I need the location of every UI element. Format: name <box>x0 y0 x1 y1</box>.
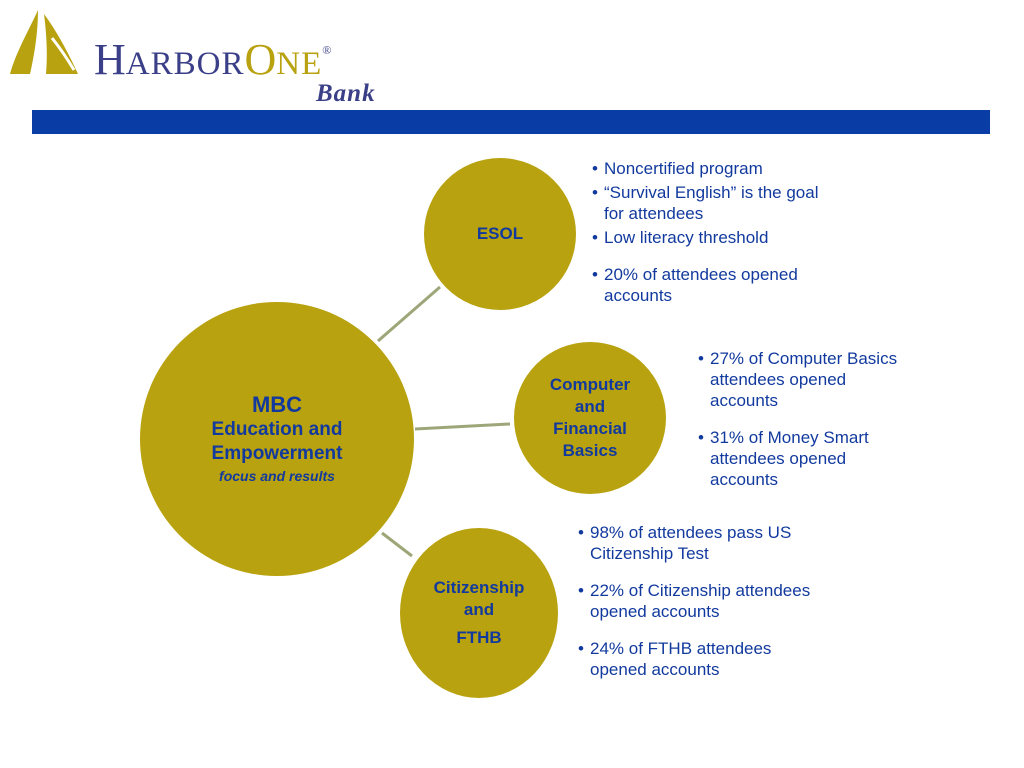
esol-label: ESOL <box>476 224 524 243</box>
logo-bank-text: Bank <box>316 80 376 107</box>
computer-label-1: Computer <box>549 375 631 394</box>
hub-line-1: Education and <box>211 419 343 440</box>
hub-line-2: Empowerment <box>211 443 343 464</box>
computer-label-2: and <box>574 397 606 416</box>
citizenship-label-3: FTHB <box>456 628 502 647</box>
computer-financial-circle <box>514 342 666 494</box>
logo-letters-ne: NE <box>276 46 323 82</box>
citizenship-bullet: • 24% of FTHB attendees opened accounts <box>578 638 818 680</box>
logo-letters-arbor: ARBOR <box>125 46 245 82</box>
esol-circle <box>424 158 576 310</box>
esol-bullet-list <box>592 158 832 306</box>
connector-esol <box>378 287 440 341</box>
hub-title: MBC <box>251 392 303 417</box>
computer-label-3: Financial <box>553 419 627 438</box>
citizenship-bullet: • 98% of attendees pass US Citizenship Test <box>578 522 818 564</box>
mbc-hub-circle <box>140 302 414 576</box>
hub-subtitle: focus and results <box>219 468 335 484</box>
connector-citizenship <box>382 533 412 556</box>
citizenship-fthb-circle <box>400 528 558 698</box>
computer-label-4: Basics <box>562 441 618 460</box>
esol-bullet: • Noncertified program <box>592 158 832 179</box>
computer-bullet: • 27% of Computer Basics attendees opened accounts <box>698 348 918 411</box>
computer-bullet-list <box>698 348 918 490</box>
esol-bullet: • 20% of attendees opened accounts <box>592 264 832 306</box>
registered-mark: ® <box>322 43 332 57</box>
citizenship-bullet: • 22% of Citizenship attendees opened accounts <box>578 580 818 622</box>
citizenship-label-2: and <box>463 600 495 619</box>
logo-letter-o: O <box>244 35 277 84</box>
citizenship-bullet-list <box>578 522 818 680</box>
esol-bullet: • Low literacy threshold <box>592 227 832 248</box>
esol-bullet: • “Survival English” is the goal for attendees <box>592 182 832 224</box>
citizenship-label-1: Citizenship <box>433 578 525 597</box>
logo-letter-h: H <box>94 35 126 84</box>
connector-computer <box>415 424 510 429</box>
computer-bullet: • 31% of Money Smart attendees opened accounts <box>698 427 918 490</box>
